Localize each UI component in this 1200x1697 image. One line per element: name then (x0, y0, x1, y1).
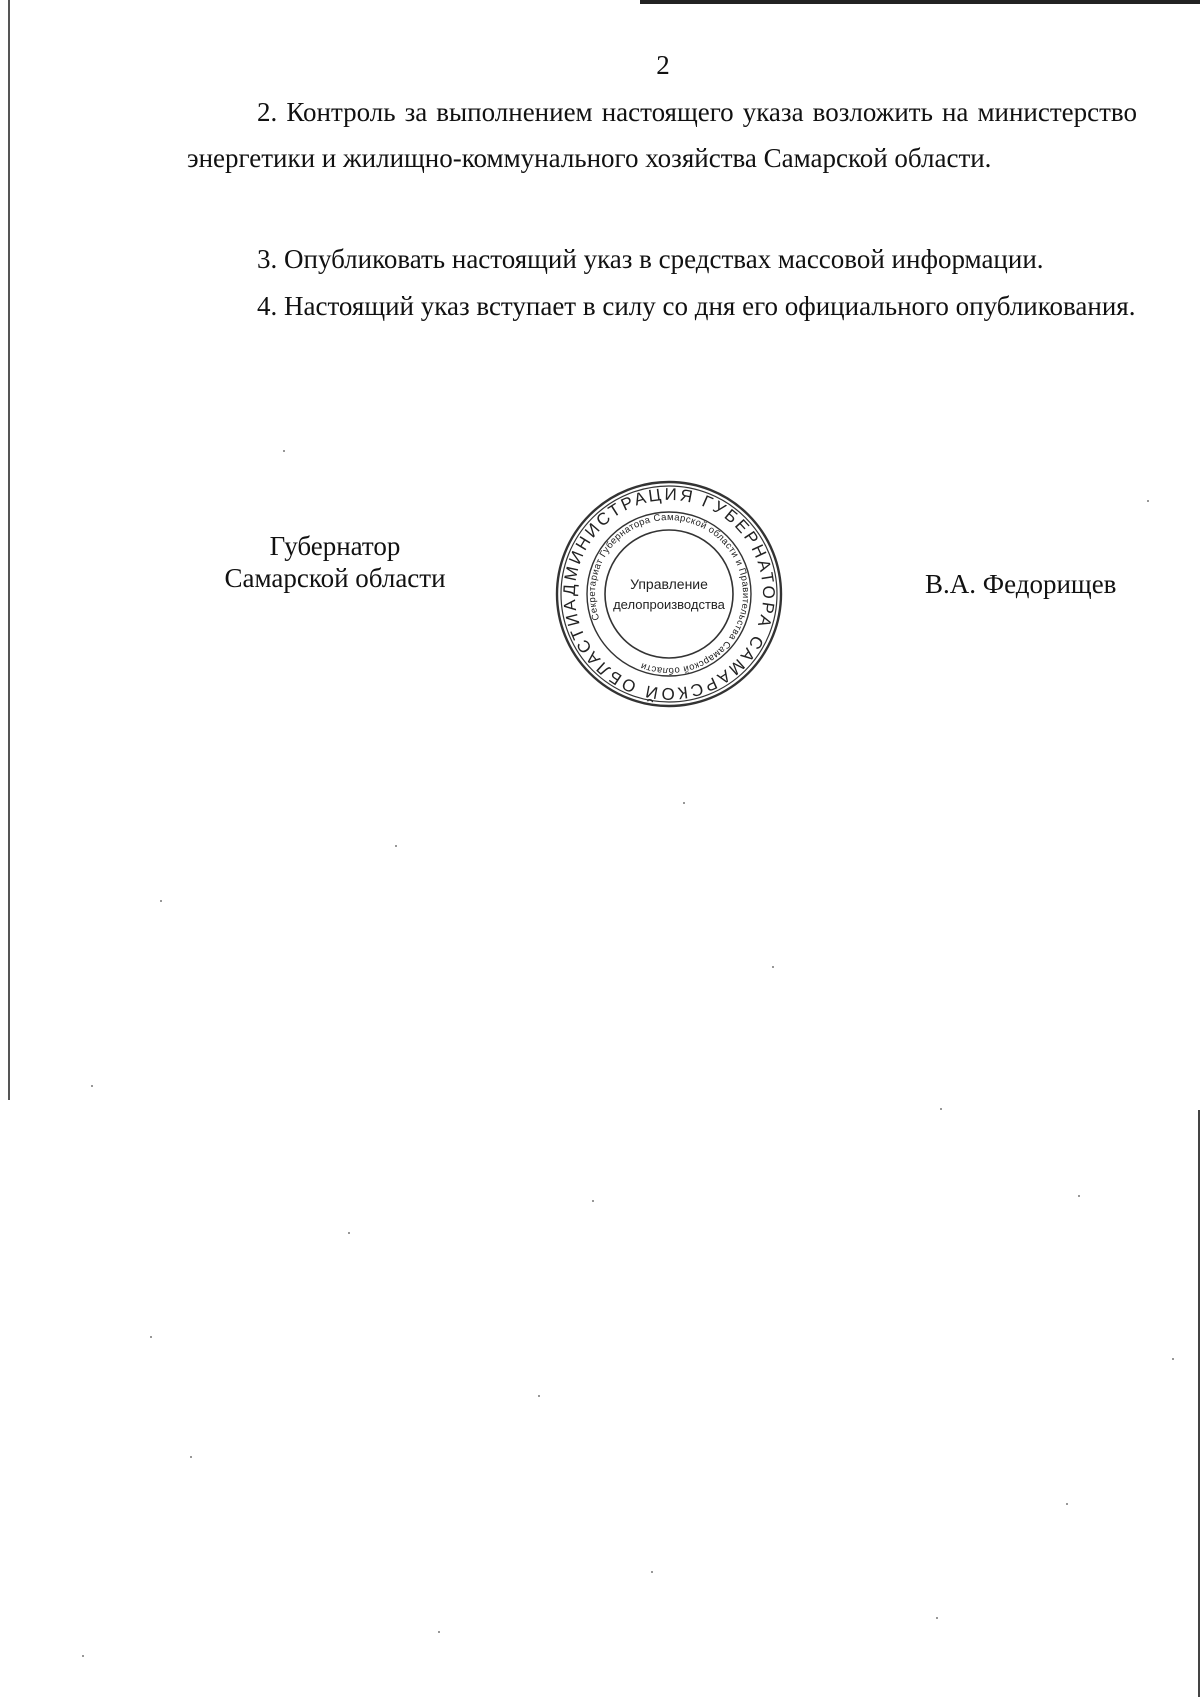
scan-speck (283, 450, 285, 452)
scan-speck (190, 1456, 192, 1458)
scan-speck (1066, 1503, 1068, 1505)
scan-speck (936, 1617, 938, 1619)
scan-speck (160, 900, 162, 902)
scan-speck (91, 1085, 93, 1087)
scan-speck (82, 1655, 84, 1657)
stamp-center-line-1: Управление (630, 576, 708, 592)
paragraph-4-number: 4. (257, 291, 278, 321)
paragraph-3-text: Опубликовать настоящий указ в средствах массовой информации. (284, 244, 1044, 274)
official-stamp (553, 478, 785, 710)
paragraph-4 (187, 283, 1137, 329)
page-number: 2 (656, 50, 670, 80)
paragraph-2 (187, 89, 1137, 181)
scan-speck (538, 1395, 540, 1397)
scan-speck (772, 966, 774, 968)
scan-speck (651, 1571, 653, 1573)
paragraph-2-number: 2. (257, 97, 278, 127)
scan-speck (592, 1200, 594, 1202)
scan-speck (348, 1232, 350, 1234)
scan-speck (1147, 500, 1149, 502)
signature-title-line-1: Губернатор (269, 531, 401, 561)
signer-name: В.А. Федорищев (925, 569, 1117, 599)
stamp-inner-text-path: Секретариат Губернатора Самарской области и Правительства Самарской области (586, 511, 752, 677)
stamp-seal-graphic (553, 478, 785, 710)
scan-speck (1078, 1195, 1080, 1197)
scan-speck (940, 1108, 942, 1110)
scan-speck (150, 1336, 152, 1338)
stamp-inner-text (587, 512, 751, 676)
scan-speck (395, 845, 397, 847)
signature-title-line-2: Самарской области (224, 563, 446, 593)
paragraph-3 (187, 236, 1137, 282)
scan-edge-top (640, 0, 1200, 4)
paragraph-2-text: Контроль за выполнением настоящего указа возложить на министерство энергетики и жилищно-коммунального хозяйства Самарской области. (187, 97, 1137, 173)
stamp-center-line-2: делопроизводства (613, 597, 725, 612)
signature-title (205, 530, 465, 594)
scan-edge-left (8, 0, 10, 1100)
paragraph-4-text: Настоящий указ вступает в силу со дня его официального опубликования. (284, 291, 1136, 321)
stamp-outer-text-path: АДМИНИСТРАЦИЯ ГУБЕРНАТОРА САМАРСКОЙ ОБЛАСТИ (559, 484, 779, 704)
scan-speck (438, 1631, 440, 1633)
scan-speck (1172, 1358, 1174, 1360)
paragraph-3-number: 3. (257, 244, 278, 274)
scan-speck (683, 802, 685, 804)
